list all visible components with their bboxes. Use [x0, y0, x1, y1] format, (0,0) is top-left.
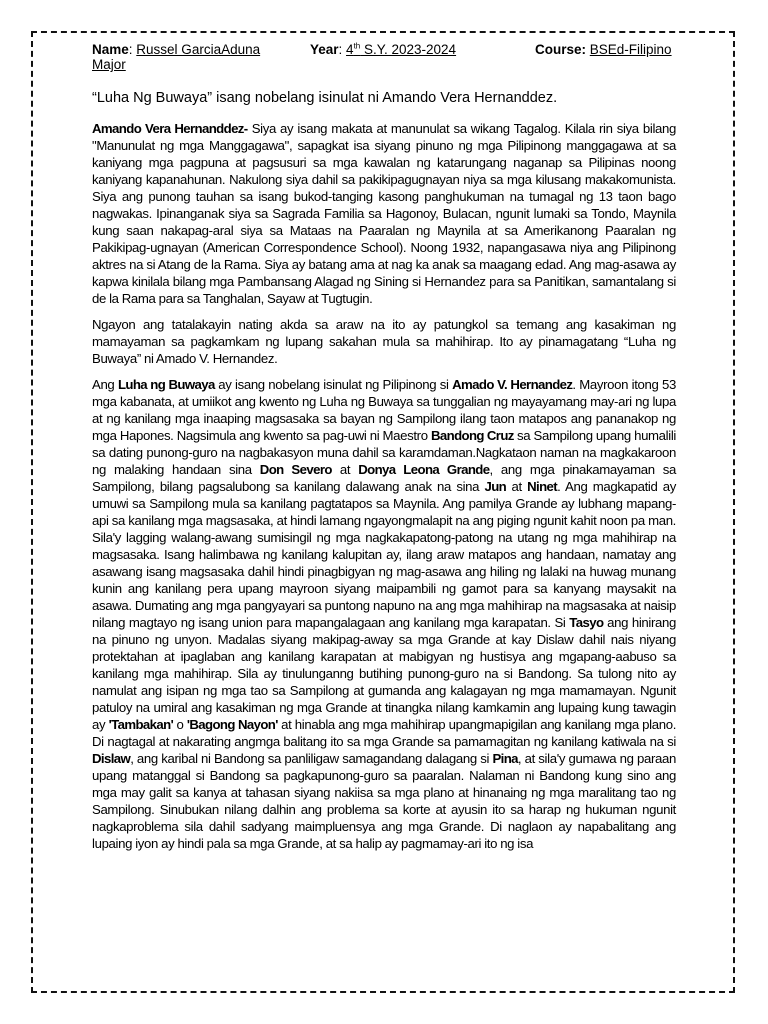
keyword: Don Severo	[259, 462, 332, 477]
keyword: Donya Leona Grande	[358, 462, 490, 477]
paragraph-author-bio: Amando Vera Hernanddez- Siya ay isang makata at manunulat sa wikang Tagalog. Kilala rin siya bilang "Manunulat ng mga Manggagawa", sapagkat isa siyang pinuno ng mga Pilipinong manggagawa at sa kaniyang mga pagpuna at pagsusuri sa mga kawalan ng katarungang naganap sa Pilipinas noong kaniyang kapanahunan. Nakulong siya dahil sa pakikipagugnayan niya sa mga kilusang makakomunista. Siya ang punong tauhan sa isang bukod-tanging kasong panghukuman na tumagal ng 13 taon bago nagwakas. Ipinanganak siya sa Sagrada Familia sa Hagonoy, Bulacan, ngunit lumaki sa Tondo, Maynila kung saan nakapag-aral siya sa Mataas na Paaralan ng Maynila at sa Amerikanong Paaralan ng Pakikipag-ugnayan (American Correspondence School). Noong 1932, napangasawa niya ang Pilipinong aktres na si Atang de la Rama. Siya ay batang ama at nag ka anak sa maagang edad. Ang mag-asawa ay kapwa kinilala bilang mga Pambansang Alagad ng Sining si Hernandez para sa Panitikan, samantalang si de la Rama para sa Tanghalan, Sayaw at Tugtugin.	[92, 121, 676, 306]
paragraph-summary: Ang Luha ng Buwaya ay isang nobelang isinulat ng Pilipinong si Amado V. Hernandez. Mayroon itong 53 mga kabanata, at umiikot ang kwento ng Luha ng Buwaya sa tunggalian ng mayayamang may-ari ng lupa at ng kanilang mga inaaping magsasaka sa bayan ng Sampilong ilang taon matapos ang pananakop ng mga Hapones. Nagsimula ang kwento sa pag-uwi ni Maestro Bandong Cruz sa Sampilong upang humalili sa dating punong-guro na nagbakasyon muna dahil sa karamdaman.Nagkataon naman na magkakaroon ng malaking handaan sina Don Severo at Donya Leona Grande, ang mga pinakamayaman sa Sampilong, bilang pagsalubong sa kanilang dalawang anak na sina Jun at Ninet. Ang magkapatid ay umuwi sa Sampilong mula sa kanilang pagtatapos sa Maynila. Ang pamilya Grande ay lubhang mapang-api sa kanilang mga magsasaka, at hindi lamang ngayongmalapit na ang piging ngunit kahit noon pa man. Sila'y lagging walang-awang sumisingil ng mga nagkakapatong-patong na utang ng mga mahihirap na magsasaka. Isang halimbawa ng kanilang kalupitan ay, ilang araw matapos ang handaan, namatay ang asawang isang magsasaka dahil hindi pinagbigyan ng mag-asawa ang hiling ng lalaki na huwag munang kunin ang kanilang pera upang mayroon siyang maipambili ng gamot para sa kanyang maysakit na asawa. Dumating ang mga pangyayari sa puntong napuno na ang mga mahihirap na magsasaka at naisip nilang magtayo ng isang union para mapangalagaan ang kanilang mga karapatan. Si Tasyo ang hinirang na pinuno ng unyon. Madalas siyang makipag-away sa mga Grande at kay Dislaw dahil nais niyang protektahan at ipaglaban ang kanilang karapatan at mabigyan ng hustisya ang mgapang-aabuso sa kanilang mga mahihirap. Sila ay tinulunganng butihing punong-guro na si Bandong. Sa tulong nito ay namulat ang isipan ng mga tao sa Sampilong at gumanda ang kalagayan ng mga mamamayan. Ngunit patuloy na umiral ang kasakiman ng mga Grande at tinangka nilang kamkamin ang lupaing kung tawagin ay 'Tambakan' o 'Bagong Nayon' at hinabla ang mga mahihirap upangmapigilan ang kanilang mga plano. Di nagtagal at nakarating angmga balitang ito sa mga Grande sa pamamagitan ng kanilang katiwala na si Dislaw, ang karibal ni Bandong sa panliligaw samagandang dalagang si Pina, at sila'y gumawa ng paraan upang matanggal si Bandong sa pagkapunong-guro sa paaralan. Nalaman ni Bandong kung sino ang mga may galit sa kanya at tahasan siyang nakiisa sa mga plano at hinanaing ng mga maralitang tao ng Sampilong. Sinubukan nilang dalhin ang problema sa korte at ayusin ito sa harap ng hukuman ngunit nagkaproblema sila dahil sadyang maimpluensya ang mga Grande. Di naglaon ay napabalitang ang lupaing iyon ay hindi pala sa mga Grande, at sa halip ay pagmamay-ari ito ng isa	[92, 377, 677, 851]
year-label: Year	[310, 42, 339, 57]
keyword: 'Tambakan'	[108, 717, 174, 732]
keyword: Ninet	[527, 479, 558, 494]
year-field: Year: 4th S.Y. 2023-2024	[310, 41, 457, 57]
keyword: Dislaw	[92, 751, 131, 766]
header	[92, 42, 676, 74]
name-value: Russel GarciaAduna	[136, 42, 261, 57]
keyword: Bandong Cruz	[430, 428, 514, 443]
keyword: Amado V. Hernandez	[452, 377, 573, 392]
course-value: BSEd-Filipino	[589, 42, 672, 57]
document-title: “Luha Ng Buwaya” isang nobelang isinulat ni Amando Vera Hernanddez.	[92, 90, 558, 106]
keyword: Jun	[484, 479, 507, 494]
course-label: Course:	[535, 42, 587, 57]
author-name: Amando Vera Hernanddez-	[92, 121, 248, 136]
paragraph-intro: Ngayon ang tatalakayin nating akda sa araw na ito ay patungkol sa temang ang kasakiman ng mamayaman sa pagkamkam ng lupang sakahan mula sa mahihirap. Ito ay pinamagatang “Luha ng Buwaya” ni Amado V. Hernandez.	[92, 317, 676, 366]
course-value-continued: Major	[92, 57, 126, 72]
document-body	[92, 42, 676, 861]
keyword: Pina	[492, 751, 518, 766]
keyword: 'Bagong Nayon'	[186, 717, 278, 732]
name-field: Name: Russel GarciaAduna	[92, 42, 261, 57]
name-label: Name	[92, 42, 129, 57]
year-value: 4th S.Y. 2023-2024	[346, 41, 457, 57]
keyword: Tasyo	[569, 615, 604, 630]
course-field	[535, 42, 672, 57]
keyword: Luha ng Buwaya	[117, 377, 215, 392]
